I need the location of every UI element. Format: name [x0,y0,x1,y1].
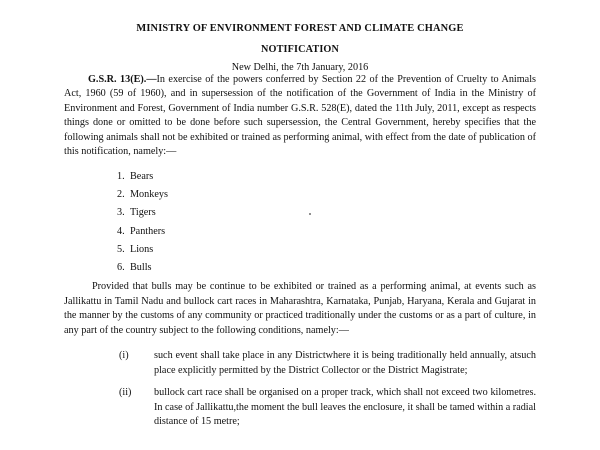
proviso-paragraph: Provided that bulls may be continue to be exhibited or trained as a performing animal, at events such as Jallikattu in Tamil Nadu and bullock cart races in Maharashtra, Karnataka, Punjab, Haryana, Kerala and Gujarat in the manner by the customs of any community or practiced traditionally under the customs or as a part of culture, in any part of the country subject to the following conditions, namely:— [64,281,536,336]
main-paragraph-text: In exercise of the powers conferred by Section 22 of the Prevention of Cruelty to Animals Act, 1960 (59 of 1960), and in supersession of the notification of the Government of India in the Ministry of Environment and Forest, Government of India number G.S.R. 528(E), dated the 11th July, 2011, except as respects things done or omitted to be done before such supersession, the Central Government, hereby specifies that the following animals shall not be exhibited or trained as performing animal, with effect from the date of publication of this notification, namely:— [64,74,536,158]
document-masthead [0,0,600,73]
list-item-number: 6. [117,262,125,274]
list-item-label: Lions [130,243,154,255]
list-item-text: bullock cart race shall be organised on a proper track, which shall not exceed two kilometres. In case of Jallikattu,the moment the bull leaves the enclosure, it shall be tamed within a radial distance of 15 metre; [154,387,536,428]
ministry-title: MINISTRY OF ENVIRONMENT FOREST AND CLIMATE CHANGE [136,23,464,34]
list-item-label: Panthers [130,225,166,237]
notification-heading: NOTIFICATION [260,44,340,55]
list-item-number: 5. [117,243,125,255]
list-item [64,171,536,184]
conditions-list [64,349,536,429]
list-item-label: Bears [130,170,154,182]
list-item-number: 1. [117,170,125,182]
list-item-text: such event shall take place in any Districtwhere it is being traditionally held annually, atsuch place explicitly permitted by the District Collector or the District Magistrate; [154,350,536,376]
list-item [64,244,536,257]
list-item-label: Monkeys [130,189,168,201]
scan-speckle-artifact [309,213,311,215]
prohibited-animals-list [64,171,536,275]
list-item-number: 2. [117,189,125,201]
gsr-reference: G.S.R. 13(E).— [88,74,157,85]
list-item [64,226,536,239]
list-item [64,207,536,220]
list-item-marker: (ii) [119,387,132,399]
main-paragraph [64,73,536,160]
list-item-label: Tigers [130,207,156,219]
list-item-number: 4. [117,225,125,237]
list-item [64,262,536,275]
list-item [64,189,536,202]
list-item-label: Bulls [130,262,152,274]
document-body [64,73,536,430]
list-item-marker: (i) [119,350,129,362]
list-item [64,386,536,429]
list-item [64,349,536,378]
list-item-number: 3. [117,207,125,219]
dateline: New Delhi, the 7th January, 2016 [231,62,369,73]
